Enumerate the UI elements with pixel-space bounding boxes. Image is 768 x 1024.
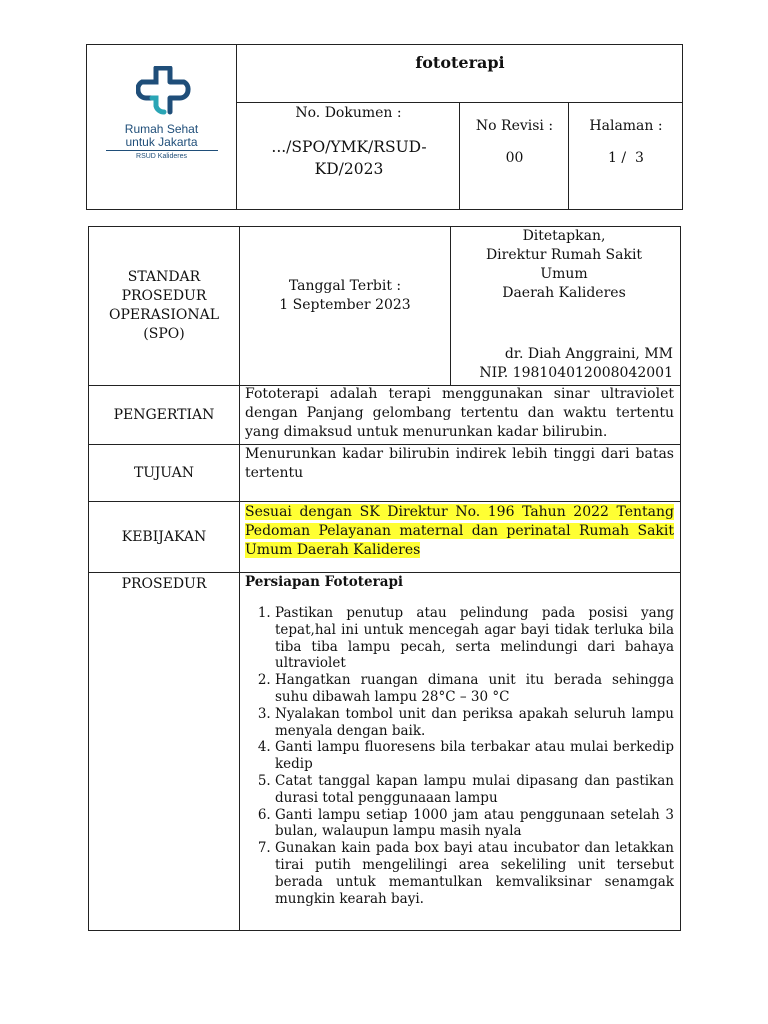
kebijakan-label: KEBIJAKAN bbox=[121, 529, 207, 545]
logo-text-line2: untuk Jakarta bbox=[125, 135, 198, 149]
logo-cell bbox=[86, 44, 237, 210]
logo-text-line1: Rumah Sehat bbox=[124, 122, 199, 136]
no-dokumen-cell bbox=[237, 103, 460, 210]
list-item: 4. Ganti lampu fluoresens bila terbakar atau mulai berkedip kedip bbox=[275, 739, 674, 773]
tujuan-text: Menurunkan kadar bilirubin indirek lebih tinggi dari batas tertentu bbox=[245, 446, 674, 481]
pengertian-text: Fototerapi adalah terapi menggunakan sinar ultraviolet dengan Panjang gelombang tertentu dan waktu tertentu yang dimaksud untuk menurunkan kadar bilirubin. bbox=[245, 386, 674, 440]
prosedur-content bbox=[245, 574, 674, 907]
no-revisi-value: 00 bbox=[505, 150, 524, 166]
row-divider bbox=[88, 572, 681, 573]
prosedur-steps-list bbox=[245, 605, 674, 907]
tujuan-label: TUJUAN bbox=[133, 465, 195, 481]
signer-name: dr. Diah Anggraini, MM bbox=[504, 346, 673, 362]
halaman-value: 1 / 3 bbox=[608, 150, 644, 166]
spo-label: STANDAR PROSEDUR OPERASIONAL (SPO) bbox=[108, 269, 220, 342]
list-item: 5. Catat tanggal kapan lampu mulai dipasang dan pastikan durasi total penggunaaan lampu bbox=[275, 773, 674, 807]
document-title: fototerapi bbox=[415, 53, 505, 72]
list-item: 3. Nyalakan tombol unit dan periksa apakah seluruh lampu menyala dengan baik. bbox=[275, 706, 674, 740]
no-dokumen-label: No. Dokumen : bbox=[295, 105, 402, 121]
tanggal-terbit-cell bbox=[240, 227, 450, 385]
prosedur-heading: Persiapan Fototerapi bbox=[245, 574, 404, 590]
ditetapkan-label: Ditetapkan, bbox=[522, 228, 606, 244]
list-item: 6. Ganti lampu setiap 1000 jam atau penggunaan setelah 3 bulan, walaupun lampu masih nyala bbox=[275, 807, 674, 841]
direktur-line2: Umum bbox=[540, 266, 588, 282]
ditetapkan-cell bbox=[451, 227, 681, 385]
prosedur-label: PROSEDUR bbox=[121, 576, 207, 592]
list-item: 7. Gunakan kain pada box bayi atau incubator dan letakkan tirai putih mengelilingi area sekeliling unit tersebut berada untuk memantulkan kemvaliksinar senamgak mungkin kearah bayi. bbox=[275, 840, 674, 907]
list-item: 1. Pastikan penutup atau pelindung pada posisi yang tepat,hal ini untuk mencegah agar bayi tidak terluka bila tiba tiba lampu pecah, serta melindungi dari bahaya ultraviolet bbox=[275, 605, 674, 672]
hospital-cross-logo-icon bbox=[136, 66, 192, 118]
halaman-cell bbox=[569, 103, 683, 210]
direktur-line1: Direktur Rumah Sakit bbox=[485, 247, 643, 263]
no-revisi-label: No Revisi : bbox=[475, 118, 554, 134]
no-dokumen-value: .../SPO/YMK/RSUD-KD/2023 bbox=[271, 138, 427, 178]
no-revisi-cell bbox=[460, 103, 569, 210]
logo-text-line3: RSUD Kalideres bbox=[136, 153, 187, 160]
tanggal-terbit-label: Tanggal Terbit : bbox=[288, 278, 402, 294]
kebijakan-text-block bbox=[245, 503, 674, 560]
logo-divider bbox=[106, 150, 218, 151]
document-title-cell bbox=[237, 44, 683, 103]
tanggal-terbit-value: 1 September 2023 bbox=[279, 297, 411, 313]
pengertian-label: PENGERTIAN bbox=[113, 407, 215, 423]
signer-nip: NIP. 198104012008042001 bbox=[479, 365, 673, 381]
direktur-line3: Daerah Kalideres bbox=[502, 285, 626, 301]
kebijakan-text: Sesuai dengan SK Direktur No. 196 Tahun 2022 Tentang Pedoman Pelayanan maternal dan perinatal Rumah Sakit Umum Daerah Kalideres bbox=[245, 504, 674, 558]
halaman-label: Halaman : bbox=[589, 118, 663, 134]
list-item: 2. Hangatkan ruangan dimana unit itu berada sehingga suhu dibawah lampu 28°C – 30 °C bbox=[275, 672, 674, 706]
